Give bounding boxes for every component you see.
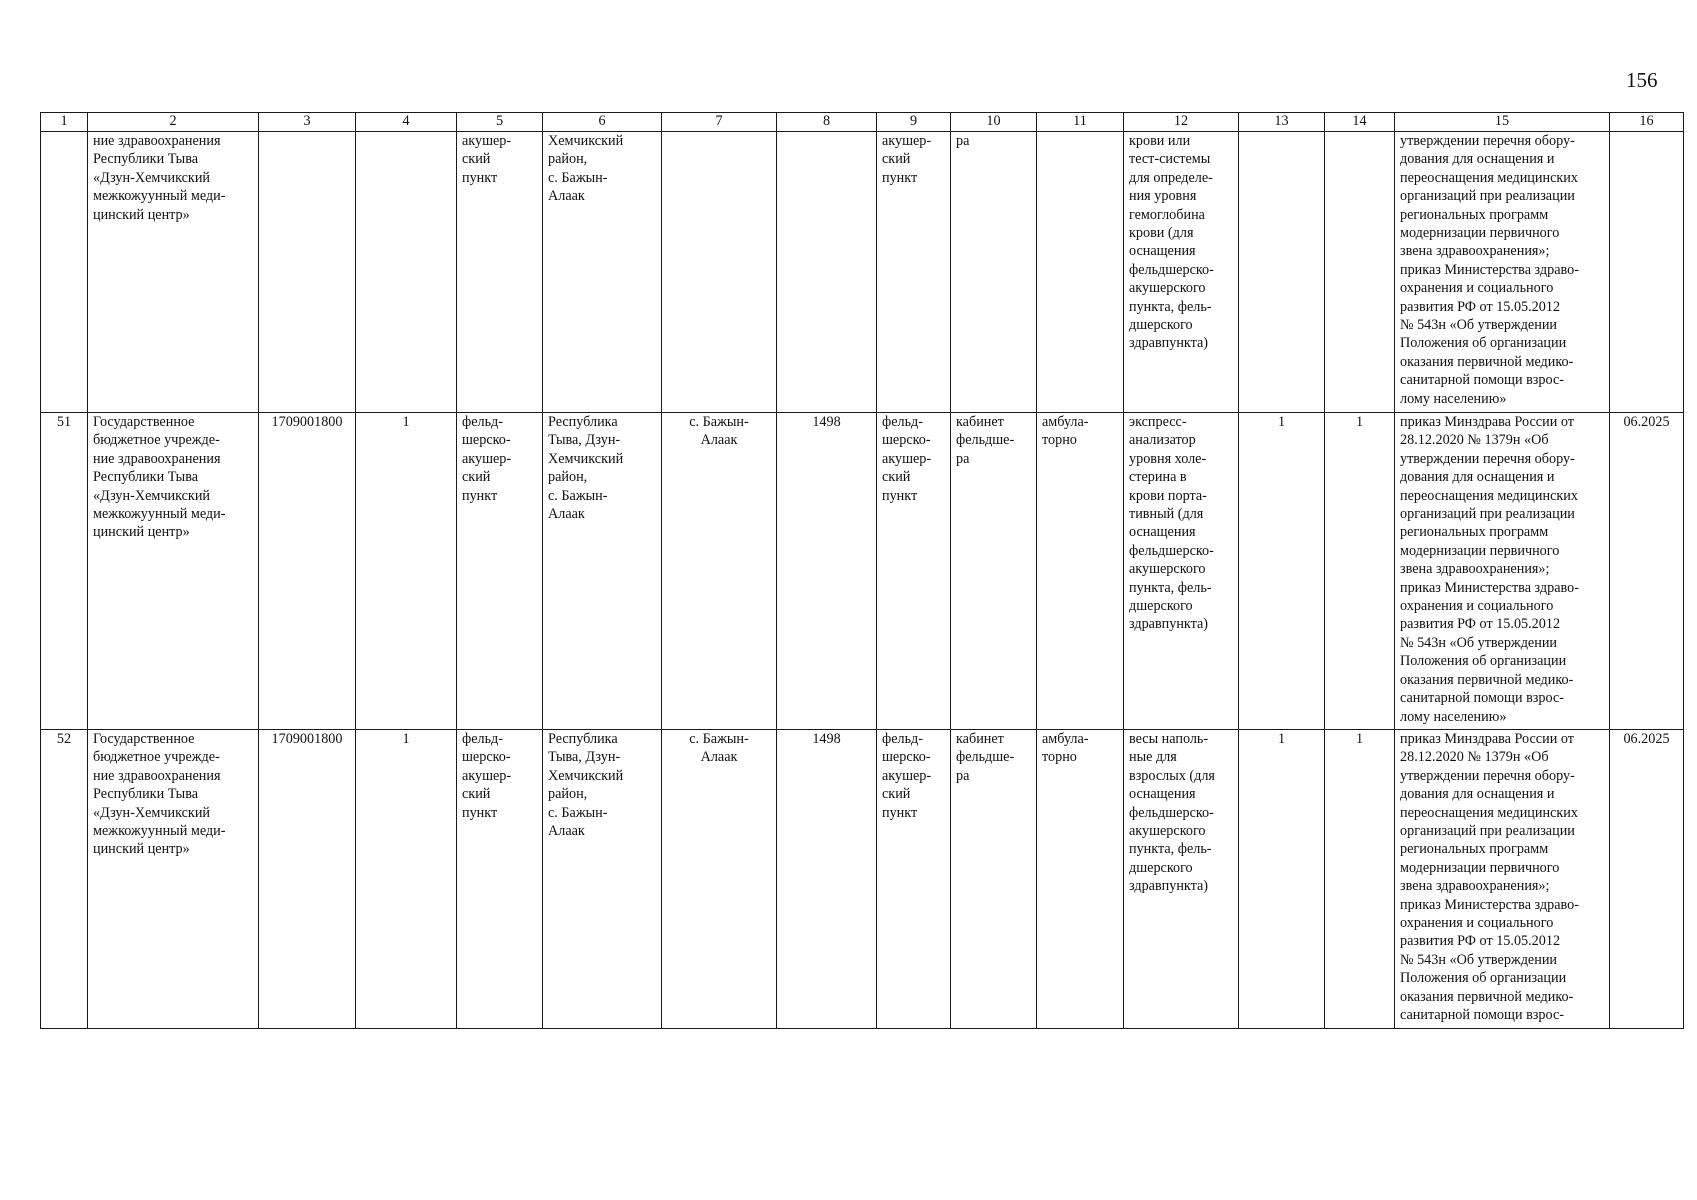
column-header: 1 xyxy=(41,113,88,132)
table-row-continuation xyxy=(41,132,1684,413)
cell-room: ра xyxy=(951,132,1037,413)
cell-legal-basis: приказ Минздрава России от 28.12.2020 № 1379н «Об утверждении перечня обору- дования для оснащения и переоснащения медицинских организаций при реализации региональных программ модернизации первичного звена здравоохранения»; приказ Министерства здраво- охранения и социального развития РФ от 15.05.2012 № 543н «Об утверждении Положения об организации оказания первичной медико- санитарной помощи взрос- xyxy=(1395,730,1610,1029)
cell-quantity-planned: 1 xyxy=(1325,413,1395,730)
cell-care-type xyxy=(1037,132,1124,413)
column-header: 3 xyxy=(259,113,356,132)
cell-code xyxy=(259,132,356,413)
table-row xyxy=(41,413,1684,730)
cell-quantity-required: 1 xyxy=(1239,730,1325,1029)
column-header: 15 xyxy=(1395,113,1610,132)
cell-count: 1 xyxy=(356,730,457,1029)
cell-settlement: с. Бажын- Алаак xyxy=(662,413,777,730)
cell-address: Хемчикский район, с. Бажын- Алаак xyxy=(543,132,662,413)
cell-code: 1709001800 xyxy=(259,413,356,730)
cell-population: 1498 xyxy=(777,730,877,1029)
cell-population: 1498 xyxy=(777,413,877,730)
cell-subdivision: акушер- ский пункт xyxy=(877,132,951,413)
cell-unit-type: фельд- шерско- акушер- ский пункт xyxy=(457,730,543,1029)
column-header: 9 xyxy=(877,113,951,132)
cell-equipment: крови или тест-системы для определе- ния уровня гемоглобина крови (для оснащения фельдшерско- акушерского пункта, фель- дшерского здравпункта) xyxy=(1124,132,1239,413)
column-header: 7 xyxy=(662,113,777,132)
cell-settlement: с. Бажын- Алаак xyxy=(662,730,777,1029)
cell-unit-type: акушер- ский пункт xyxy=(457,132,543,413)
cell-legal-basis: утверждении перечня обору- дования для оснащения и переоснащения медицинских организаций при реализации региональных программ модернизации первичного звена здравоохранения»; приказ Министерства здраво- охранения и социального развития РФ от 15.05.2012 № 543н «Об утверждении Положения об организации оказания первичной медико- санитарной помощи взрос- лому населению» xyxy=(1395,132,1610,413)
cell-organization: Государственное бюджетное учрежде- ние здравоохранения Республики Тыва «Дзун-Хемчикский межкожуунный меди- цинский центр» xyxy=(88,730,259,1029)
column-header: 5 xyxy=(457,113,543,132)
cell-row-number: 52 xyxy=(41,730,88,1029)
column-header: 8 xyxy=(777,113,877,132)
cell-date: 06.2025 xyxy=(1610,413,1684,730)
table-row xyxy=(41,730,1684,1029)
cell-organization: ние здравоохранения Республики Тыва «Дзун-Хемчикский межкожуунный меди- цинский центр» xyxy=(88,132,259,413)
cell-row-number: 51 xyxy=(41,413,88,730)
cell-care-type: амбула- торно xyxy=(1037,413,1124,730)
column-header: 14 xyxy=(1325,113,1395,132)
cell-count: 1 xyxy=(356,413,457,730)
column-header: 16 xyxy=(1610,113,1684,132)
cell-row-number xyxy=(41,132,88,413)
cell-room: кабинет фельдше- ра xyxy=(951,413,1037,730)
cell-organization: Государственное бюджетное учрежде- ние здравоохранения Республики Тыва «Дзун-Хемчикский межкожуунный меди- цинский центр» xyxy=(88,413,259,730)
cell-room: кабинет фельдше- ра xyxy=(951,730,1037,1029)
cell-unit-type: фельд- шерско- акушер- ский пункт xyxy=(457,413,543,730)
equipment-table xyxy=(40,112,1684,1029)
cell-population xyxy=(777,132,877,413)
cell-legal-basis: приказ Минздрава России от 28.12.2020 № 1379н «Об утверждении перечня обору- дования для оснащения и переоснащения медицинских организаций при реализации региональных программ модернизации первичного звена здравоохранения»; приказ Министерства здраво- охранения и социального развития РФ от 15.05.2012 № 543н «Об утверждении Положения об организации оказания первичной медико- санитарной помощи взрос- лому населению» xyxy=(1395,413,1610,730)
cell-date: 06.2025 xyxy=(1610,730,1684,1029)
cell-quantity-planned: 1 xyxy=(1325,730,1395,1029)
page-number: 156 xyxy=(1626,68,1658,92)
column-number-header xyxy=(41,113,1684,132)
cell-code: 1709001800 xyxy=(259,730,356,1029)
cell-quantity-required: 1 xyxy=(1239,413,1325,730)
cell-date xyxy=(1610,132,1684,413)
column-header: 6 xyxy=(543,113,662,132)
column-header: 4 xyxy=(356,113,457,132)
cell-subdivision: фельд- шерско- акушер- ский пункт xyxy=(877,730,951,1029)
cell-settlement xyxy=(662,132,777,413)
cell-quantity-required xyxy=(1239,132,1325,413)
cell-address: Республика Тыва, Дзун- Хемчикский район, с. Бажын- Алаак xyxy=(543,730,662,1029)
cell-count xyxy=(356,132,457,413)
column-header: 10 xyxy=(951,113,1037,132)
column-header: 13 xyxy=(1239,113,1325,132)
cell-equipment: экспресс- анализатор уровня холе- стерина в крови порта- тивный (для оснащения фельдшерско- акушерского пункта, фель- дшерского здравпункта) xyxy=(1124,413,1239,730)
column-header: 12 xyxy=(1124,113,1239,132)
cell-address: Республика Тыва, Дзун- Хемчикский район, с. Бажын- Алаак xyxy=(543,413,662,730)
cell-subdivision: фельд- шерско- акушер- ский пункт xyxy=(877,413,951,730)
cell-equipment: весы наполь- ные для взрослых (для оснащения фельдшерско- акушерского пункта, фель- дшерского здравпункта) xyxy=(1124,730,1239,1029)
column-header: 2 xyxy=(88,113,259,132)
column-header: 11 xyxy=(1037,113,1124,132)
cell-quantity-planned xyxy=(1325,132,1395,413)
cell-care-type: амбула- торно xyxy=(1037,730,1124,1029)
